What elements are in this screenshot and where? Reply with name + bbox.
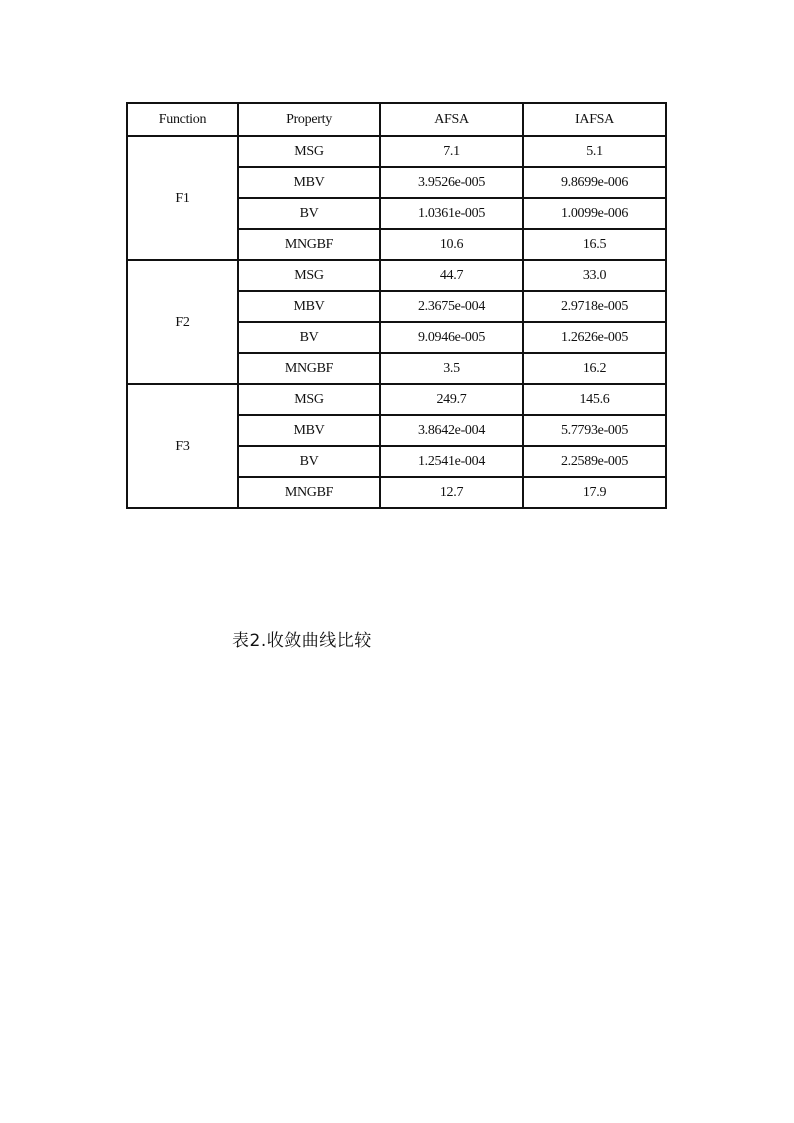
property-cell: MSG xyxy=(238,136,380,167)
property-cell: BV xyxy=(238,446,380,477)
iafsa-cell: 1.2626e-005 xyxy=(523,322,666,353)
table-row xyxy=(127,260,666,291)
afsa-cell: 249.7 xyxy=(380,384,523,415)
afsa-cell: 2.3675e-004 xyxy=(380,291,523,322)
iafsa-cell: 16.2 xyxy=(523,353,666,384)
iafsa-cell: 1.0099e-006 xyxy=(523,198,666,229)
table-row xyxy=(127,136,666,167)
iafsa-cell: 145.6 xyxy=(523,384,666,415)
afsa-cell: 1.0361e-005 xyxy=(380,198,523,229)
property-cell: MBV xyxy=(238,167,380,198)
afsa-cell: 9.0946e-005 xyxy=(380,322,523,353)
header-property: Property xyxy=(238,103,380,136)
header-function: Function xyxy=(127,103,238,136)
iafsa-cell: 16.5 xyxy=(523,229,666,260)
property-cell: MNGBF xyxy=(238,353,380,384)
table-header xyxy=(127,103,666,136)
function-cell: F1 xyxy=(127,136,238,260)
function-cell: F3 xyxy=(127,384,238,508)
iafsa-cell: 2.2589e-005 xyxy=(523,446,666,477)
results-table xyxy=(126,102,667,509)
property-cell: MNGBF xyxy=(238,477,380,508)
afsa-cell: 44.7 xyxy=(380,260,523,291)
afsa-cell: 12.7 xyxy=(380,477,523,508)
property-cell: MSG xyxy=(238,260,380,291)
afsa-cell: 3.9526e-005 xyxy=(380,167,523,198)
afsa-cell: 1.2541e-004 xyxy=(380,446,523,477)
table-caption: 表2.收敛曲线比较 xyxy=(232,631,372,651)
function-cell: F2 xyxy=(127,260,238,384)
header-afsa: AFSA xyxy=(380,103,523,136)
header-iafsa: IAFSA xyxy=(523,103,666,136)
iafsa-cell: 33.0 xyxy=(523,260,666,291)
property-cell: MBV xyxy=(238,291,380,322)
iafsa-cell: 5.7793e-005 xyxy=(523,415,666,446)
property-cell: BV xyxy=(238,322,380,353)
property-cell: BV xyxy=(238,198,380,229)
iafsa-cell: 2.9718e-005 xyxy=(523,291,666,322)
property-cell: MSG xyxy=(238,384,380,415)
iafsa-cell: 17.9 xyxy=(523,477,666,508)
afsa-cell: 7.1 xyxy=(380,136,523,167)
table-body xyxy=(127,136,666,508)
afsa-cell: 3.8642e-004 xyxy=(380,415,523,446)
afsa-cell: 10.6 xyxy=(380,229,523,260)
iafsa-cell: 9.8699e-006 xyxy=(523,167,666,198)
table-row xyxy=(127,384,666,415)
property-cell: MNGBF xyxy=(238,229,380,260)
afsa-cell: 3.5 xyxy=(380,353,523,384)
header-row xyxy=(127,103,666,136)
property-cell: MBV xyxy=(238,415,380,446)
iafsa-cell: 5.1 xyxy=(523,136,666,167)
